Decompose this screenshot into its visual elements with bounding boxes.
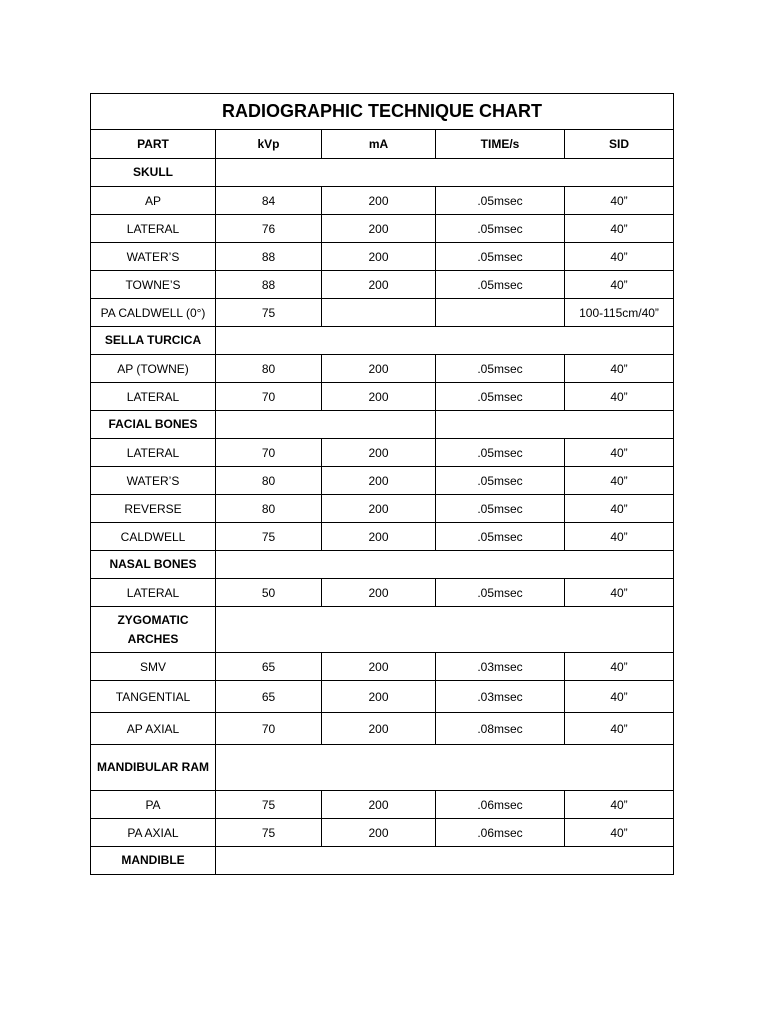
group-label: MANDIBULAR RAM	[91, 745, 216, 791]
table-row	[91, 383, 674, 411]
group-label: NASAL BONES	[91, 551, 216, 579]
cell-ma: 200	[322, 495, 436, 523]
group-row	[91, 159, 674, 187]
cell-part: AP (TOWNE)	[91, 355, 216, 383]
empty-cell	[436, 411, 674, 439]
cell-ma	[322, 299, 436, 327]
cell-kvp: 75	[216, 523, 322, 551]
empty-cell	[216, 607, 674, 653]
cell-ma: 200	[322, 383, 436, 411]
cell-time: .06msec	[436, 791, 565, 819]
cell-ma: 200	[322, 681, 436, 713]
cell-sid: 40”	[565, 355, 674, 383]
group-label: SELLA TURCICA	[91, 327, 216, 355]
group-row	[91, 607, 674, 653]
cell-ma: 200	[322, 215, 436, 243]
header-ma: mA	[322, 130, 436, 159]
cell-kvp: 75	[216, 819, 322, 847]
table-row	[91, 819, 674, 847]
group-label: MANDIBLE	[91, 847, 216, 875]
cell-sid: 40”	[565, 495, 674, 523]
cell-kvp: 80	[216, 355, 322, 383]
table-row	[91, 355, 674, 383]
cell-sid: 40”	[565, 439, 674, 467]
group-row	[91, 411, 674, 439]
cell-ma: 200	[322, 713, 436, 745]
table-row	[91, 791, 674, 819]
cell-time: .05msec	[436, 467, 565, 495]
cell-sid: 40”	[565, 243, 674, 271]
cell-time: .03msec	[436, 681, 565, 713]
chart-body	[91, 159, 674, 875]
cell-ma: 200	[322, 243, 436, 271]
cell-sid: 40”	[565, 467, 674, 495]
cell-time: .05msec	[436, 495, 565, 523]
empty-cell	[216, 327, 674, 355]
cell-kvp: 50	[216, 579, 322, 607]
table-row	[91, 187, 674, 215]
cell-kvp: 88	[216, 271, 322, 299]
cell-time: .05msec	[436, 383, 565, 411]
cell-ma: 200	[322, 271, 436, 299]
cell-ma: 200	[322, 791, 436, 819]
cell-sid: 40”	[565, 523, 674, 551]
cell-sid: 40”	[565, 187, 674, 215]
table-row	[91, 523, 674, 551]
cell-time: .03msec	[436, 653, 565, 681]
table-row	[91, 681, 674, 713]
header-kvp: kVp	[216, 130, 322, 159]
cell-sid: 40”	[565, 713, 674, 745]
cell-sid: 40”	[565, 653, 674, 681]
cell-time: .05msec	[436, 579, 565, 607]
empty-cell	[216, 411, 436, 439]
cell-part: TOWNE’S	[91, 271, 216, 299]
empty-cell	[216, 159, 674, 187]
cell-ma: 200	[322, 355, 436, 383]
cell-ma: 200	[322, 523, 436, 551]
cell-sid: 40”	[565, 579, 674, 607]
cell-part: TANGENTIAL	[91, 681, 216, 713]
table-row	[91, 653, 674, 681]
cell-part: SMV	[91, 653, 216, 681]
cell-part: PA CALDWELL (0°)	[91, 299, 216, 327]
header-part: PART	[91, 130, 216, 159]
cell-sid: 40”	[565, 215, 674, 243]
empty-cell	[216, 847, 674, 875]
cell-ma: 200	[322, 467, 436, 495]
cell-part: LATERAL	[91, 215, 216, 243]
cell-part: AP	[91, 187, 216, 215]
table-row	[91, 579, 674, 607]
cell-time	[436, 299, 565, 327]
cell-part: LATERAL	[91, 439, 216, 467]
cell-part: PA AXIAL	[91, 819, 216, 847]
cell-time: .05msec	[436, 355, 565, 383]
header-row	[91, 130, 674, 159]
empty-cell	[216, 551, 674, 579]
cell-kvp: 88	[216, 243, 322, 271]
group-label: ZYGOMATIC ARCHES	[91, 607, 216, 653]
cell-part: PA	[91, 791, 216, 819]
cell-kvp: 80	[216, 495, 322, 523]
table-row	[91, 439, 674, 467]
technique-chart-table	[90, 93, 674, 875]
cell-time: .05msec	[436, 523, 565, 551]
cell-kvp: 65	[216, 653, 322, 681]
cell-ma: 200	[322, 439, 436, 467]
cell-kvp: 75	[216, 299, 322, 327]
group-row	[91, 551, 674, 579]
cell-kvp: 84	[216, 187, 322, 215]
table-row	[91, 495, 674, 523]
cell-time: .05msec	[436, 271, 565, 299]
cell-ma: 200	[322, 819, 436, 847]
cell-part: WATER’S	[91, 243, 216, 271]
cell-part: AP AXIAL	[91, 713, 216, 745]
cell-time: .05msec	[436, 439, 565, 467]
cell-kvp: 70	[216, 383, 322, 411]
group-label: FACIAL BONES	[91, 411, 216, 439]
cell-ma: 200	[322, 653, 436, 681]
table-row	[91, 713, 674, 745]
group-row	[91, 847, 674, 875]
cell-sid: 40”	[565, 791, 674, 819]
cell-sid: 40”	[565, 383, 674, 411]
cell-kvp: 76	[216, 215, 322, 243]
cell-sid: 40”	[565, 681, 674, 713]
cell-kvp: 80	[216, 467, 322, 495]
group-row	[91, 745, 674, 791]
cell-kvp: 65	[216, 681, 322, 713]
group-label: SKULL	[91, 159, 216, 187]
cell-sid: 100-115cm/40”	[565, 299, 674, 327]
cell-ma: 200	[322, 187, 436, 215]
chart-title: RADIOGRAPHIC TECHNIQUE CHART	[91, 94, 674, 130]
cell-sid: 40”	[565, 271, 674, 299]
table-row	[91, 299, 674, 327]
cell-time: .06msec	[436, 819, 565, 847]
table-row	[91, 467, 674, 495]
cell-time: .05msec	[436, 243, 565, 271]
cell-part: REVERSE	[91, 495, 216, 523]
cell-kvp: 75	[216, 791, 322, 819]
cell-time: .05msec	[436, 187, 565, 215]
cell-sid: 40”	[565, 819, 674, 847]
cell-part: CALDWELL	[91, 523, 216, 551]
cell-time: .08msec	[436, 713, 565, 745]
cell-time: .05msec	[436, 215, 565, 243]
cell-part: WATER’S	[91, 467, 216, 495]
cell-kvp: 70	[216, 439, 322, 467]
cell-ma: 200	[322, 579, 436, 607]
header-sid: SID	[565, 130, 674, 159]
table-row	[91, 215, 674, 243]
table-row	[91, 271, 674, 299]
group-row	[91, 327, 674, 355]
header-time: TIME/s	[436, 130, 565, 159]
empty-cell	[216, 745, 674, 791]
table-row	[91, 243, 674, 271]
cell-part: LATERAL	[91, 579, 216, 607]
cell-part: LATERAL	[91, 383, 216, 411]
cell-kvp: 70	[216, 713, 322, 745]
